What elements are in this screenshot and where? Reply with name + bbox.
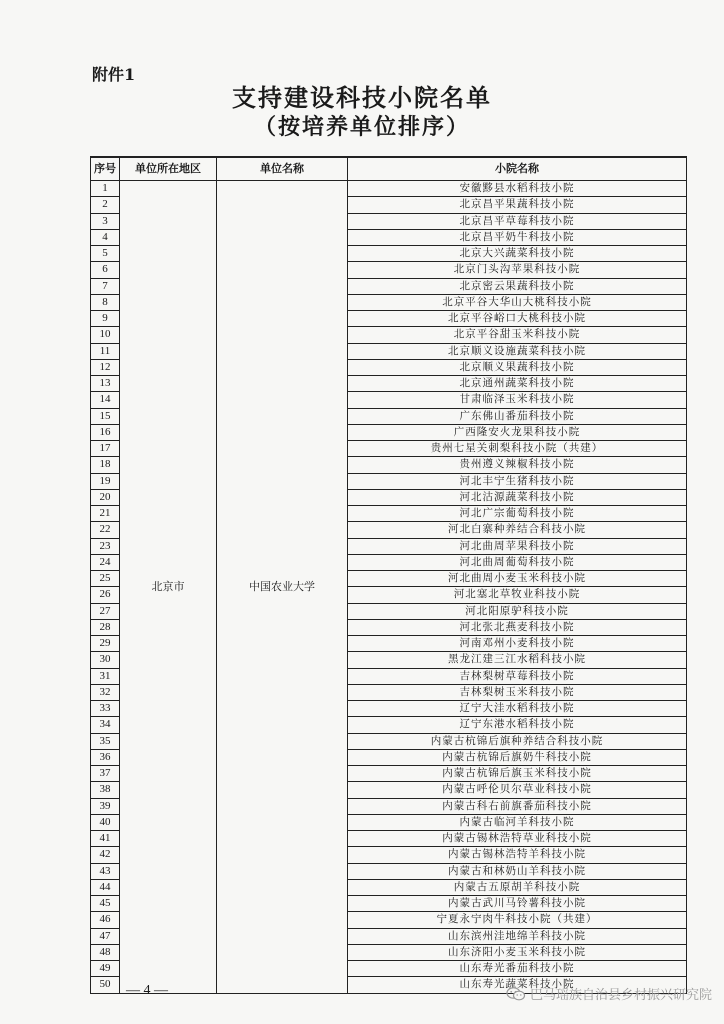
- courtyard-name: 北京密云果蔬科技小院: [348, 278, 687, 294]
- wechat-icon: [506, 987, 526, 1001]
- row-number: 45: [91, 896, 120, 912]
- courtyard-name: 河北广宗葡萄科技小院: [348, 506, 687, 522]
- courtyard-name: 北京顺义果蔬科技小院: [348, 359, 687, 375]
- row-number: 16: [91, 424, 120, 440]
- courtyard-name: 河北曲周苹果科技小院: [348, 538, 687, 554]
- courtyard-name: 内蒙古科右前旗番茄科技小院: [348, 798, 687, 814]
- row-number: 18: [91, 457, 120, 473]
- courtyard-name: 内蒙古五原胡羊科技小院: [348, 879, 687, 895]
- courtyard-name: 吉林梨树玉米科技小院: [348, 684, 687, 700]
- row-number: 47: [91, 928, 120, 944]
- watermark: [506, 984, 712, 1003]
- table-row: [91, 181, 687, 197]
- courtyard-name: 吉林梨树草莓科技小院: [348, 668, 687, 684]
- page-number: — 4 —: [126, 983, 168, 998]
- courtyard-name: 北京平谷甜玉米科技小院: [348, 327, 687, 343]
- courtyard-name: 河北丰宁生猪科技小院: [348, 473, 687, 489]
- courtyard-name: 北京平谷峪口大桃科技小院: [348, 311, 687, 327]
- row-number: 50: [91, 977, 120, 993]
- courtyard-name: 内蒙古锡林浩特羊科技小院: [348, 847, 687, 863]
- row-number: 49: [91, 961, 120, 977]
- courtyard-name: 甘肃临泽玉米科技小院: [348, 392, 687, 408]
- courtyard-name: 北京大兴蔬菜科技小院: [348, 246, 687, 262]
- attachment-label: 附件1: [92, 65, 136, 84]
- row-number: 43: [91, 863, 120, 879]
- courtyard-name: 贵州遵义辣椒科技小院: [348, 457, 687, 473]
- row-number: 2: [91, 197, 120, 213]
- table-header-row: [91, 157, 687, 181]
- courtyard-name: 辽宁大洼水稻科技小院: [348, 701, 687, 717]
- row-number: 11: [91, 343, 120, 359]
- courtyard-name: 山东寿光蔬菜科技小院: [348, 977, 687, 993]
- courtyard-name: 内蒙古呼伦贝尔草业科技小院: [348, 782, 687, 798]
- row-number: 20: [91, 489, 120, 505]
- row-number: 22: [91, 522, 120, 538]
- header-name: 小院名称: [348, 157, 687, 181]
- courtyard-name: 北京昌平奶牛科技小院: [348, 229, 687, 245]
- row-number: 17: [91, 441, 120, 457]
- row-number: 9: [91, 311, 120, 327]
- row-number: 29: [91, 636, 120, 652]
- courtyard-name: 宁夏永宁肉牛科技小院（共建）: [348, 912, 687, 928]
- row-number: 19: [91, 473, 120, 489]
- row-number: 25: [91, 571, 120, 587]
- header-no: 序号: [91, 157, 120, 181]
- row-number: 6: [91, 262, 120, 278]
- courtyard-name: 安徽黟县水稻科技小院: [348, 181, 687, 197]
- courtyard-name: 北京通州蔬菜科技小院: [348, 376, 687, 392]
- courtyard-name: 黑龙江建三江水稻科技小院: [348, 652, 687, 668]
- row-number: 26: [91, 587, 120, 603]
- courtyard-name: 广西隆安火龙果科技小院: [348, 424, 687, 440]
- row-number: 28: [91, 619, 120, 635]
- courtyard-name: 北京顺义设施蔬菜科技小院: [348, 343, 687, 359]
- courtyard-name: 贵州七星关刺梨科技小院（共建）: [348, 441, 687, 457]
- row-number: 38: [91, 782, 120, 798]
- row-number: 8: [91, 294, 120, 310]
- row-number: 21: [91, 506, 120, 522]
- courtyard-name: 内蒙古杭锦后旗种养结合科技小院: [348, 733, 687, 749]
- row-number: 24: [91, 554, 120, 570]
- row-number: 13: [91, 376, 120, 392]
- row-number: 35: [91, 733, 120, 749]
- courtyard-name: 河北阳原驴科技小院: [348, 603, 687, 619]
- courtyard-name: 山东寿光番茄科技小院: [348, 961, 687, 977]
- table-body: [91, 181, 687, 994]
- courtyard-name: 河北白寨种养结合科技小院: [348, 522, 687, 538]
- courtyard-name: 河北塞北草牧业科技小院: [348, 587, 687, 603]
- courtyard-name: 内蒙古武川马铃薯科技小院: [348, 896, 687, 912]
- courtyard-name: 河北沽源蔬菜科技小院: [348, 489, 687, 505]
- courtyard-name: 河南邓州小麦科技小院: [348, 636, 687, 652]
- unit-cell: 中国农业大学: [217, 181, 348, 994]
- row-number: 48: [91, 944, 120, 960]
- row-number: 32: [91, 684, 120, 700]
- header-unit: 单位名称: [217, 157, 348, 181]
- row-number: 10: [91, 327, 120, 343]
- courtyard-name: 山东济阳小麦玉米科技小院: [348, 944, 687, 960]
- courtyard-name: 河北曲周小麦玉米科技小院: [348, 571, 687, 587]
- row-number: 34: [91, 717, 120, 733]
- row-number: 42: [91, 847, 120, 863]
- region-cell: 北京市: [120, 181, 217, 994]
- courtyard-name: 广东佛山番茄科技小院: [348, 408, 687, 424]
- row-number: 46: [91, 912, 120, 928]
- row-number: 14: [91, 392, 120, 408]
- row-number: 36: [91, 749, 120, 765]
- courtyard-name: 内蒙古杭锦后旗奶牛科技小院: [348, 749, 687, 765]
- page-subtitle: （按培养单位排序）: [253, 114, 470, 140]
- courtyard-name: 内蒙古锡林浩特草业科技小院: [348, 831, 687, 847]
- row-number: 1: [91, 181, 120, 197]
- row-number: 12: [91, 359, 120, 375]
- row-number: 37: [91, 766, 120, 782]
- row-number: 44: [91, 879, 120, 895]
- row-number: 15: [91, 408, 120, 424]
- courtyard-name: 北京平谷大华山大桃科技小院: [348, 294, 687, 310]
- row-number: 31: [91, 668, 120, 684]
- row-number: 39: [91, 798, 120, 814]
- row-number: 27: [91, 603, 120, 619]
- courtyard-name: 河北曲周葡萄科技小院: [348, 554, 687, 570]
- courtyard-name: 内蒙古和林奶山羊科技小院: [348, 863, 687, 879]
- watermark-text: 巴马瑶族自治县乡村振兴研究院: [529, 988, 712, 1003]
- row-number: 40: [91, 814, 120, 830]
- row-number: 3: [91, 213, 120, 229]
- header-region: 单位所在地区: [120, 157, 217, 181]
- row-number: 23: [91, 538, 120, 554]
- page-title: 支持建设科技小院名单: [232, 83, 492, 112]
- courtyard-name: 北京昌平草莓科技小院: [348, 213, 687, 229]
- courtyard-name: 辽宁东港水稻科技小院: [348, 717, 687, 733]
- courtyard-name: 内蒙古临河羊科技小院: [348, 814, 687, 830]
- courtyard-name: 北京昌平果蔬科技小院: [348, 197, 687, 213]
- row-number: 7: [91, 278, 120, 294]
- row-number: 41: [91, 831, 120, 847]
- row-number: 5: [91, 246, 120, 262]
- courtyard-name: 内蒙古杭锦后旗玉米科技小院: [348, 766, 687, 782]
- courtyard-name: 山东滨州洼地绵羊科技小院: [348, 928, 687, 944]
- courtyard-table: [90, 156, 687, 994]
- courtyard-name: 河北张北燕麦科技小院: [348, 619, 687, 635]
- row-number: 30: [91, 652, 120, 668]
- row-number: 4: [91, 229, 120, 245]
- courtyard-name: 北京门头沟苹果科技小院: [348, 262, 687, 278]
- row-number: 33: [91, 701, 120, 717]
